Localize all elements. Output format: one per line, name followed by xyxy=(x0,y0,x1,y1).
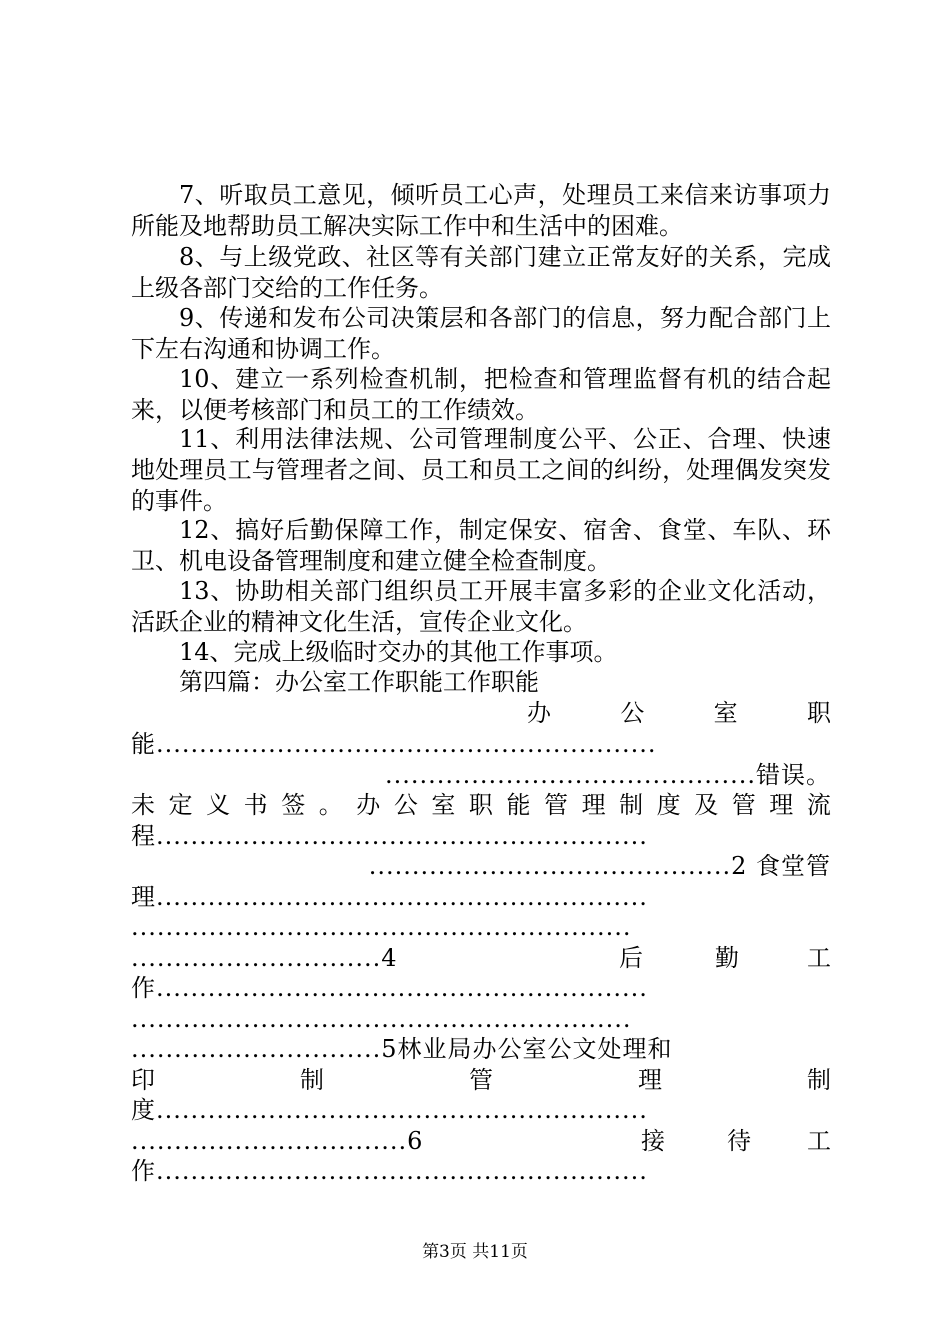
toc-char: 流 xyxy=(806,791,831,819)
toc-leader: .............................4 xyxy=(131,944,398,972)
toc-char: 后 xyxy=(619,944,643,972)
toc-char: 待 xyxy=(727,1127,751,1155)
toc-char: 未 xyxy=(131,791,155,819)
toc-line: 程......................................................... xyxy=(131,822,648,850)
toc-line: ...........................................错误。 xyxy=(384,761,831,789)
toc-leader: ................................6 xyxy=(131,1127,424,1155)
toc-char: 办 xyxy=(527,699,551,727)
toc-char: 理 xyxy=(638,1066,662,1094)
toc-char: 工 xyxy=(807,1127,831,1155)
paragraph-14: 14、完成上级临时交办的其他工作事项。 xyxy=(179,638,618,666)
toc-char: 印 xyxy=(131,1066,155,1094)
page-footer: 第3页 共11页 xyxy=(422,1242,528,1262)
toc-char: 管 xyxy=(731,791,756,819)
toc-line: ..........................................2 食堂管 xyxy=(368,852,831,880)
paragraph-11: 11、利用法律法规、公司管理制度公平、公正、合理、快速地处理员工与管理者之间、员工和员工之间的纠纷，处理偶发突发的事件。 xyxy=(131,425,831,515)
toc-entry-line xyxy=(131,1126,831,1157)
toc-char: 能 xyxy=(506,791,531,819)
toc-char: 理 xyxy=(769,791,794,819)
toc-char: 制 xyxy=(300,1066,324,1094)
toc-char: 。 xyxy=(318,791,343,819)
toc-title-line xyxy=(527,698,831,729)
paragraph-9: 9、传递和发布公司决策层和各部门的信息，努力配合部门上下左右沟通和协调工作。 xyxy=(131,304,831,363)
toc-char: 义 xyxy=(206,791,231,819)
toc-spread-line xyxy=(131,1065,831,1096)
toc-char: 室 xyxy=(713,699,738,727)
toc-char: 签 xyxy=(281,791,306,819)
toc-char: 公 xyxy=(620,699,645,727)
toc-char: 接 xyxy=(641,1127,665,1155)
toc-char: 书 xyxy=(243,791,268,819)
toc-char: 理 xyxy=(581,791,606,819)
toc-char: 勤 xyxy=(715,944,739,972)
toc-char: 职 xyxy=(806,699,831,727)
toc-char: 及 xyxy=(694,791,719,819)
toc-char: 公 xyxy=(393,791,418,819)
toc-char: 室 xyxy=(431,791,456,819)
toc-line: .......................................................... xyxy=(131,913,632,941)
toc-char: 办 xyxy=(356,791,381,819)
paragraph-13: 13、协助相关部门组织员工开展丰富多彩的企业文化活动，活跃企业的精神文化生活，宣传企业文化。 xyxy=(131,577,831,636)
toc-line: 作......................................................... xyxy=(131,974,648,1002)
toc-char: 管 xyxy=(469,1066,493,1094)
toc-line: 理......................................................... xyxy=(131,883,648,911)
paragraph-10: 10、建立一系列检查机制，把检查和管理监督有机的结合起来，以便考核部门和员工的工作绩效。 xyxy=(131,365,831,424)
toc-line: 作......................................................... xyxy=(131,1157,648,1185)
paragraph-12: 12、搞好后勤保障工作，制定保安、宿舍、食堂、车队、环卫、机电设备管理制度和建立健全检查制度。 xyxy=(131,516,831,575)
paragraph-7: 7、听取员工意见，倾听员工心声，处理员工来信来访事项力所能及地帮助员工解决实际工作中和生活中的困难。 xyxy=(131,181,831,240)
toc-char: 定 xyxy=(168,791,193,819)
section-heading: 第四篇：办公室工作职能工作职能 xyxy=(179,668,539,696)
toc-spread-line xyxy=(131,790,831,821)
toc-char: 制 xyxy=(807,1066,831,1094)
toc-char: 管 xyxy=(544,791,569,819)
toc-char: 度 xyxy=(656,791,681,819)
toc-char: 制 xyxy=(619,791,644,819)
paragraph-8: 8、与上级党政、社区等有关部门建立正常友好的关系，完成上级各部门交给的工作任务。 xyxy=(131,243,831,302)
toc-line: .............................5林业局办公室公文处理和 xyxy=(131,1035,673,1063)
toc-char: 职 xyxy=(468,791,493,819)
toc-line: 度......................................................... xyxy=(131,1096,648,1124)
toc-entry-line xyxy=(131,943,831,974)
toc-char: 工 xyxy=(807,944,831,972)
toc-line: 能.......................................................... xyxy=(131,730,657,758)
toc-line: .......................................................... xyxy=(131,1005,632,1033)
